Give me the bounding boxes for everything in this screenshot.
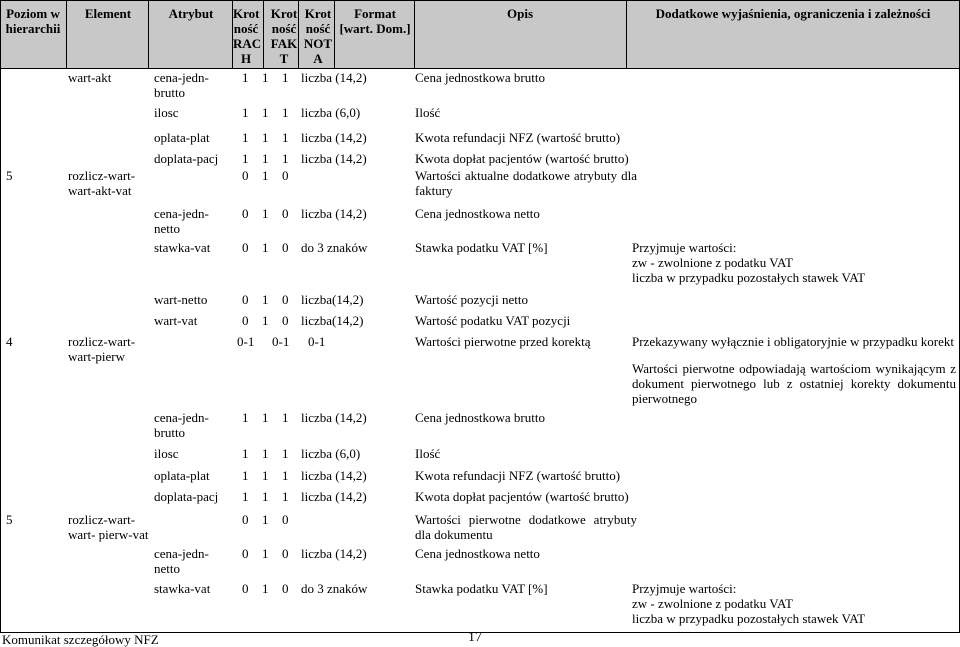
header-atrybut: Atrybut xyxy=(168,6,214,21)
atrybut-cell: ilosc xyxy=(154,105,179,120)
krot-nota-cell: 1 xyxy=(282,468,289,483)
krot-nota-cell: 1 xyxy=(282,151,289,166)
krot-nota-cell: 0 xyxy=(282,168,289,183)
krot-nota-cell: 0 xyxy=(282,206,289,221)
element-cell: wart-akt xyxy=(68,70,112,85)
element-cell: rozlicz-wart- wart-pierw xyxy=(68,334,136,364)
krot-rach-cell: 0 xyxy=(242,313,249,328)
format-cell: liczba (14,2) xyxy=(301,489,367,504)
atrybut-cell: wart-netto xyxy=(154,292,208,307)
dodatkowe-cell: Przyjmuje wartości: xyxy=(632,581,737,596)
krot-nota-cell: 0-1 xyxy=(308,334,326,349)
format-cell: liczba (6,0) xyxy=(301,105,361,120)
opis-cell: Kwota refundacji NFZ (wartość brutto) xyxy=(415,468,621,483)
header-opis: Opis xyxy=(506,6,533,21)
poziom-cell: 5 xyxy=(6,512,13,527)
atrybut-cell: doplata-pacj xyxy=(154,489,219,504)
atrybut-cell: cena-jedn- netto xyxy=(154,206,209,236)
atrybut-cell: stawka-vat xyxy=(154,581,211,596)
krot-nota-cell: 1 xyxy=(282,489,289,504)
poziom-cell: 5 xyxy=(6,168,13,183)
atrybut-cell: cena-jedn- netto xyxy=(154,546,209,576)
format-cell: liczba (6,0) xyxy=(301,446,361,461)
krot-fakt-cell: 1 xyxy=(262,292,269,307)
krot-rach-cell: 1 xyxy=(242,105,249,120)
krot-nota-cell: 0 xyxy=(282,512,289,527)
atrybut-cell: stawka-vat xyxy=(154,240,211,255)
krot-nota-cell: 1 xyxy=(282,446,289,461)
opis-cell: Wartości pierwotne dodatkowe atrybuty dla dokumentu xyxy=(415,512,637,542)
dodatkowe-cell: Przekazywany wyłącznie i obligatoryjnie w przypadku korekt xyxy=(632,334,954,349)
element-cell: rozlicz-wart- wart- pierw-vat xyxy=(68,512,149,542)
krot-fakt-cell: 1 xyxy=(262,313,269,328)
krot-fakt-cell: 1 xyxy=(262,240,269,255)
krot-rach-cell: 1 xyxy=(242,151,249,166)
opis-cell: Stawka podatku VAT [%] xyxy=(415,581,548,596)
krot-rach-cell: 0 xyxy=(242,168,249,183)
page-number: 17 xyxy=(468,630,482,645)
format-cell: do 3 znaków xyxy=(301,240,368,255)
krot-nota-cell: 0 xyxy=(282,546,289,561)
dodatkowe-cell: Przyjmuje wartości: xyxy=(632,240,737,255)
krot-nota-cell: 1 xyxy=(282,130,289,145)
opis-cell: Cena jednostkowa netto xyxy=(415,206,540,221)
krot-nota-cell: 0 xyxy=(282,240,289,255)
format-cell: do 3 znaków xyxy=(301,581,368,596)
atrybut-cell: oplata-plat xyxy=(154,468,210,483)
krot-fakt-cell: 1 xyxy=(262,512,269,527)
opis-cell: Stawka podatku VAT [%] xyxy=(415,240,548,255)
header-poziom: Poziom w hierarchii xyxy=(5,6,61,36)
krot-fakt-cell: 1 xyxy=(262,70,269,85)
format-cell: liczba (14,2) xyxy=(301,130,367,145)
krot-fakt-cell: 1 xyxy=(262,105,269,120)
atrybut-cell: oplata-plat xyxy=(154,130,210,145)
krot-rach-cell: 0 xyxy=(242,292,249,307)
opis-cell: Wartość pozycji netto xyxy=(415,292,529,307)
krot-nota-cell: 1 xyxy=(282,105,289,120)
krot-rach-cell: 1 xyxy=(242,130,249,145)
krot-fakt-cell: 1 xyxy=(262,446,269,461)
format-cell: liczba(14,2) xyxy=(301,313,364,328)
footer-label: Komunikat szczegółowy NFZ xyxy=(2,632,159,647)
dodatkowe-cell: liczba w przypadku pozostałych stawek VAT xyxy=(632,611,866,626)
krot-fakt-cell: 1 xyxy=(262,151,269,166)
krot-rach-cell: 0-1 xyxy=(237,334,255,349)
krot-fakt-cell: 1 xyxy=(262,168,269,183)
krot-nota-cell: 0 xyxy=(282,292,289,307)
header-krot-nota: Krot ność NOT A xyxy=(303,6,333,66)
opis-cell: Kwota dopłat pacjentów (wartość brutto) xyxy=(415,489,629,504)
krot-nota-cell: 1 xyxy=(282,410,289,425)
krot-fakt-cell: 1 xyxy=(262,489,269,504)
krot-rach-cell: 1 xyxy=(242,410,249,425)
krot-nota-cell: 1 xyxy=(282,70,289,85)
krot-rach-cell: 1 xyxy=(242,468,249,483)
krot-rach-cell: 1 xyxy=(242,489,249,504)
opis-cell: Wartość podatku VAT pozycji xyxy=(415,313,571,328)
header-krot-fakt: Krot ność FAK T xyxy=(270,6,298,66)
krot-fakt-cell: 1 xyxy=(262,581,269,596)
format-cell: liczba (14,2) xyxy=(301,70,367,85)
atrybut-cell: cena-jedn- brutto xyxy=(154,410,209,440)
atrybut-cell: ilosc xyxy=(154,446,179,461)
opis-cell: Cena jednostkowa brutto xyxy=(415,410,545,425)
krot-rach-cell: 0 xyxy=(242,206,249,221)
opis-cell: Cena jednostkowa netto xyxy=(415,546,540,561)
dodatkowe-cell: Wartości pierwotne odpowiadają wartościom wynikającym z dokument pierwotnego lub z ostatniej korekty dokumentu pierwotnego xyxy=(632,361,956,406)
opis-cell: Ilość xyxy=(415,105,441,120)
krot-fakt-cell: 1 xyxy=(262,410,269,425)
krot-rach-cell: 0 xyxy=(242,240,249,255)
krot-nota-cell: 0 xyxy=(282,581,289,596)
opis-cell: Cena jednostkowa brutto xyxy=(415,70,545,85)
krot-rach-cell: 0 xyxy=(242,581,249,596)
krot-fakt-cell: 1 xyxy=(262,130,269,145)
krot-fakt-cell: 1 xyxy=(262,206,269,221)
header-krot-rach: Krot ność RAC H xyxy=(233,6,262,66)
format-cell: liczba(14,2) xyxy=(301,292,364,307)
element-cell: rozlicz-wart- wart-akt-vat xyxy=(68,168,136,198)
header-dodatkowe: Dodatkowe wyjaśnienia, ograniczenia i zależności xyxy=(655,6,931,21)
header-format: Format [wart. Dom.] xyxy=(339,6,411,36)
atrybut-cell: wart-vat xyxy=(154,313,198,328)
poziom-cell: 4 xyxy=(6,334,13,349)
format-cell: liczba (14,2) xyxy=(301,468,367,483)
krot-rach-cell: 0 xyxy=(242,546,249,561)
krot-rach-cell: 0 xyxy=(242,512,249,527)
krot-rach-cell: 1 xyxy=(242,70,249,85)
format-cell: liczba (14,2) xyxy=(301,410,367,425)
opis-cell: Kwota dopłat pacjentów (wartość brutto) xyxy=(415,151,629,166)
dodatkowe-cell: liczba w przypadku pozostałych stawek VAT xyxy=(632,270,866,285)
krot-nota-cell: 0 xyxy=(282,313,289,328)
krot-fakt-cell: 1 xyxy=(262,546,269,561)
format-cell: liczba (14,2) xyxy=(301,151,367,166)
dodatkowe-cell: zw - zwolnione z podatku VAT xyxy=(632,255,793,270)
opis-cell: Wartości aktualne dodatkowe atrybuty dla faktury xyxy=(415,168,637,198)
atrybut-cell: cena-jedn- brutto xyxy=(154,70,209,100)
format-cell: liczba (14,2) xyxy=(301,546,367,561)
header-element: Element xyxy=(84,6,132,21)
opis-cell: Wartości pierwotne przed korektą xyxy=(415,334,591,349)
format-cell: liczba (14,2) xyxy=(301,206,367,221)
opis-cell: Kwota refundacji NFZ (wartość brutto) xyxy=(415,130,621,145)
atrybut-cell: doplata-pacj xyxy=(154,151,219,166)
opis-cell: Ilość xyxy=(415,446,441,461)
dodatkowe-cell: zw - zwolnione z podatku VAT xyxy=(632,596,793,611)
krot-rach-cell: 1 xyxy=(242,446,249,461)
krot-fakt-cell: 1 xyxy=(262,468,269,483)
krot-fakt-cell: 0-1 xyxy=(272,334,290,349)
